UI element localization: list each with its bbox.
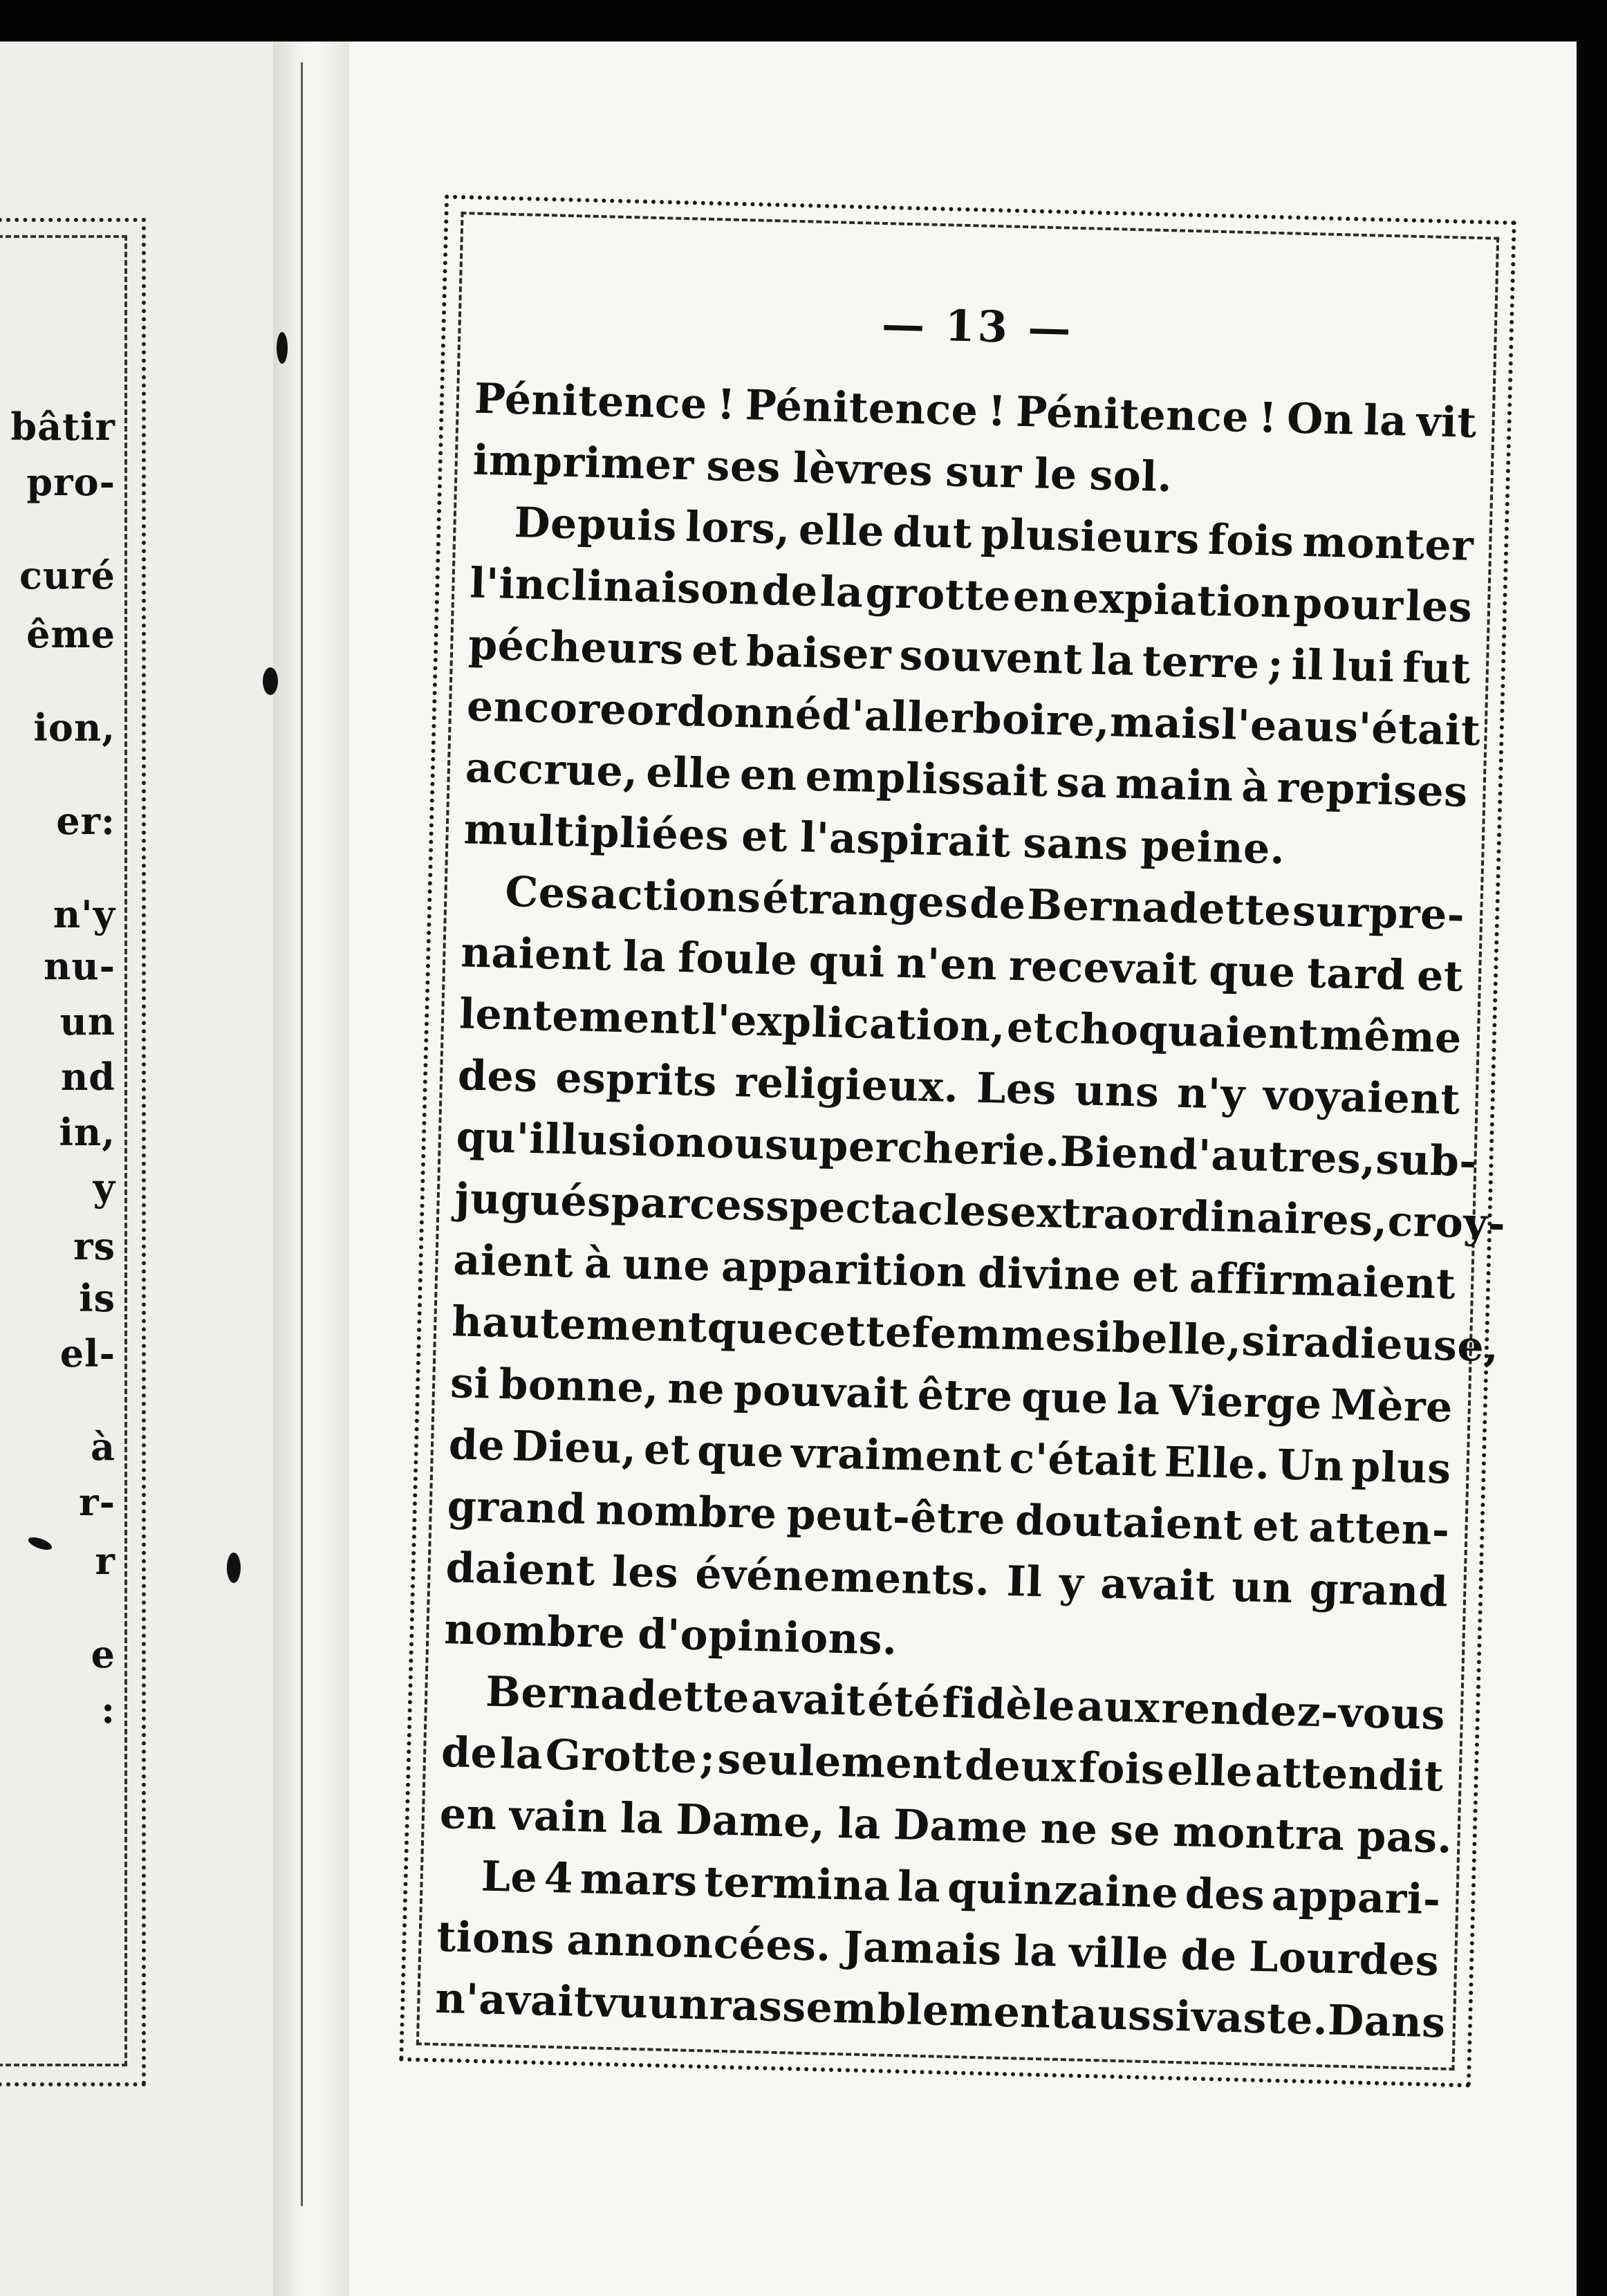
binding-staple-mark: [227, 1553, 241, 1583]
page-frame: [399, 194, 1516, 2087]
text-line: lentement l'explication, et choquaient même: [458, 990, 1462, 1063]
previous-page-line: r-: [79, 1480, 115, 1524]
previous-page: [0, 41, 273, 2296]
text-line: hautement que cette femme si belle, si radieuse,: [451, 1297, 1500, 1372]
previous-page-line: n'y: [53, 892, 115, 936]
previous-page-line: in,: [59, 1110, 115, 1154]
text-line: accrue, elle en emplissait sa main à reprises: [465, 743, 1469, 817]
body-text: [434, 369, 1507, 2055]
previous-page-line: y: [93, 1165, 115, 1210]
text-line: grand nombre peut-être doutaient et atten-: [447, 1482, 1451, 1555]
binding-staple-mark: [277, 332, 288, 364]
page-number: — 13 —: [881, 298, 1075, 354]
scan-border-top: [0, 0, 1607, 41]
previous-page-line: curé: [19, 553, 115, 598]
text-line: qu'illusion ou supercherie. Bien d'autres, sub-: [456, 1113, 1478, 1187]
scan-border-right: [1577, 0, 1607, 2296]
text-line: encore ordonné d'aller boire, mais l'eau s'était: [466, 682, 1481, 756]
text-line: naient la foule qui n'en recevait que tard et: [460, 928, 1464, 1001]
previous-page-line: is: [79, 1276, 115, 1320]
previous-page-line: à: [91, 1425, 115, 1469]
text-line: Ces actions étranges de Bernadette surpre-: [504, 867, 1466, 940]
text-line: jugués par ces spectacles extraordinaires, croy-: [454, 1174, 1507, 1249]
previous-page-line: er:: [56, 799, 115, 843]
text-line: imprimer ses lèvres sur le sol.: [472, 436, 1173, 502]
previous-page-line: ion,: [33, 705, 115, 750]
book-gutter: [273, 41, 349, 2296]
previous-page-line: pro-: [26, 460, 115, 504]
previous-page-line: rs: [73, 1224, 115, 1268]
binding-staple-mark: [263, 667, 278, 695]
gutter-fold-line: [301, 62, 303, 2206]
text-line: tions annoncées. Jamais la ville de Lourdes: [436, 1912, 1440, 1986]
text-line: Depuis lors, elle dut plusieurs fois monter: [513, 499, 1475, 571]
text-line: de la Grotte ; seulement deux fois elle attendit: [440, 1728, 1445, 1802]
previous-page-line: bâtir: [10, 405, 115, 449]
text-line: nombre d'opinions.: [443, 1605, 898, 1665]
text-line: en vain la Dame, la Dame ne se montra pas.: [439, 1790, 1453, 1863]
text-line: aient à une apparition divine et affirmaient: [452, 1236, 1456, 1309]
text-line: multipliées et l'aspirait sans peine.: [463, 805, 1285, 874]
text-line: Bernadette avait été fidèle aux rendez-vous: [485, 1667, 1446, 1740]
previous-page-line: r: [95, 1539, 115, 1583]
text-line: daient les événements. Il y avait un grand: [445, 1544, 1449, 1617]
previous-page-line: :: [101, 1687, 115, 1732]
previous-page-line: un: [59, 999, 115, 1044]
previous-page-line: nd: [60, 1055, 115, 1099]
text-line: des esprits religieux. Les uns n'y voyaient: [457, 1051, 1461, 1124]
text-line: si bonne, ne pouvait être que la Vierge Mère: [449, 1359, 1453, 1432]
previous-page-line: nu-: [44, 944, 115, 988]
previous-page-line: el-: [59, 1331, 115, 1376]
text-line: n'avait vu un rassemblement aussi vaste. Dans: [434, 1974, 1447, 2048]
text-line: pécheurs et baiser souvent la terre ; il lui fut: [467, 620, 1471, 694]
text-line: Pénitence ! Pénitence ! Pénitence ! On la vit: [474, 374, 1478, 448]
previous-page-line: ême: [26, 612, 115, 656]
previous-page-line: e: [91, 1632, 115, 1676]
text-line: l'inclinaison de la grotte en expiation pour les: [469, 559, 1473, 632]
text-line: de Dieu, et que vraiment c'était Elle. Un plus: [448, 1420, 1452, 1494]
text-line: Le 4 mars termina la quinzaine des appari-: [480, 1852, 1442, 1925]
